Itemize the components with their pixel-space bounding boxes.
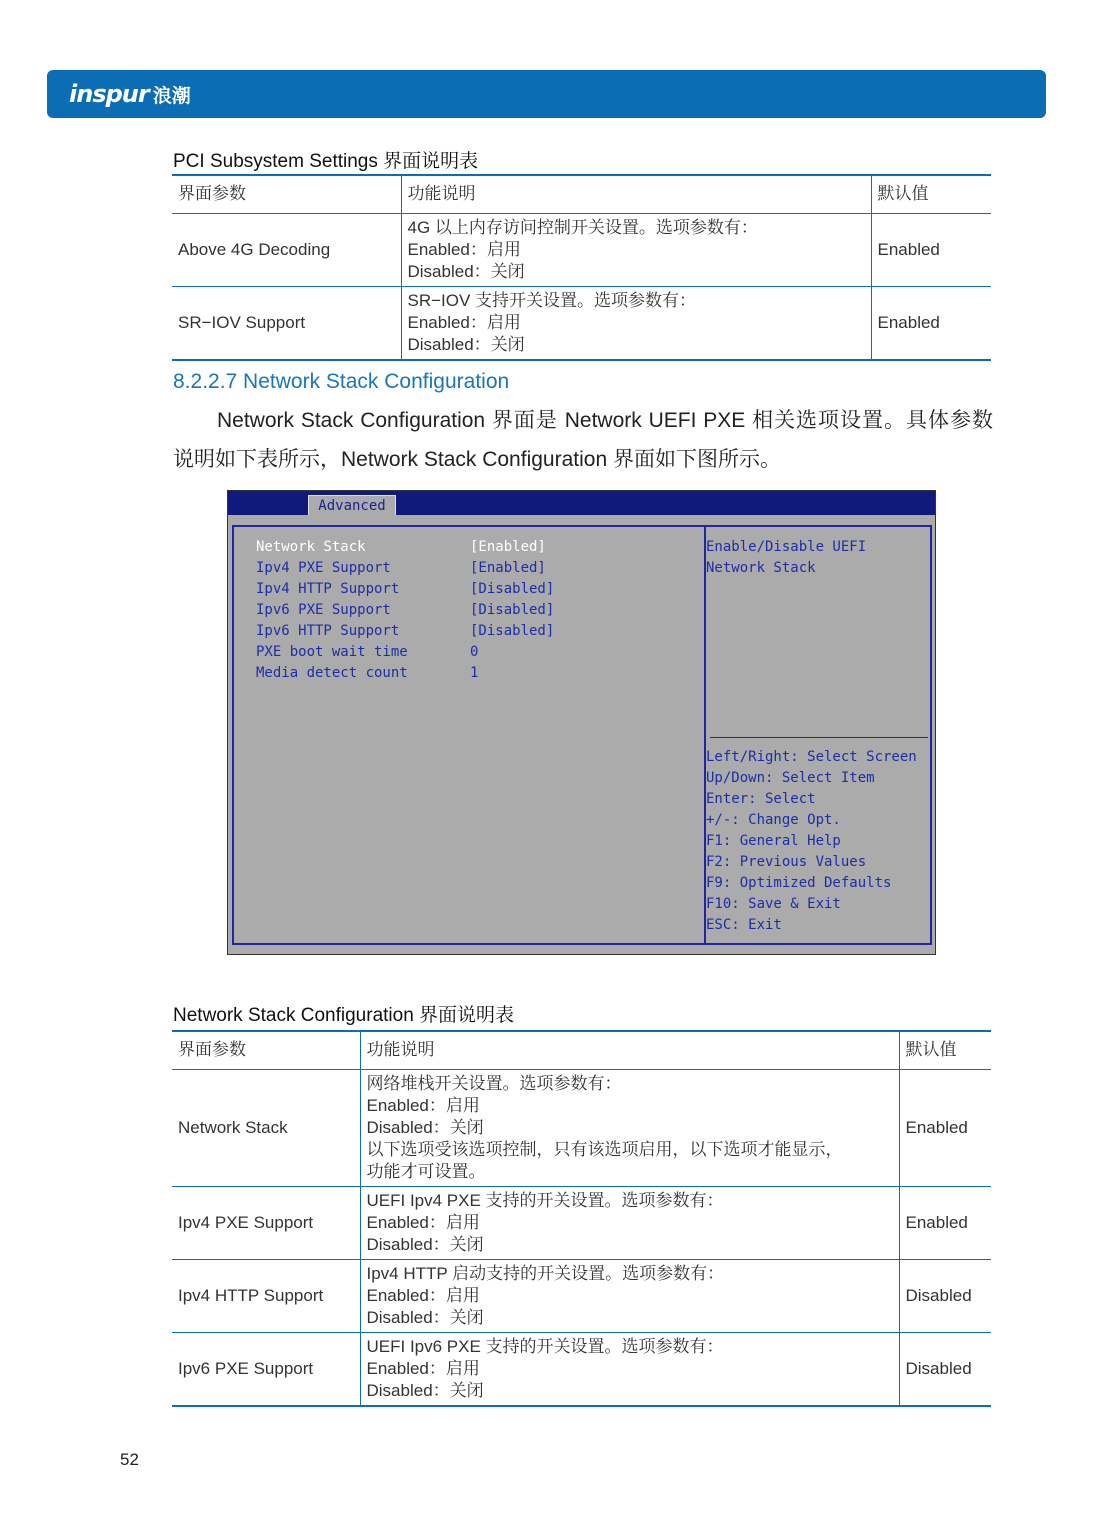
bios-item-value: [Disabled] [470,602,555,618]
param-cell: Ipv6 PXE Support [172,1332,360,1406]
section-heading: 8.2.2.7 Network Stack Configuration [173,370,510,393]
desc-line: Enabled：启用 [407,239,521,259]
bios-key-line: Enter: Select [706,791,816,807]
bios-item-label: Ipv4 HTTP Support [256,581,400,597]
default-cell: Disabled [899,1332,991,1406]
default-cell: Enabled [871,213,991,286]
bios-key-line: F2: Previous Values [706,854,867,870]
bios-item-value: [Enabled] [470,539,546,555]
table2-header-param: 界面参数 [172,1031,360,1069]
bios-item-values [470,537,554,684]
desc-cell [360,1332,899,1406]
bios-help-rule [710,737,928,738]
param-cell: Above 4G Decoding [172,213,401,286]
bios-tab-advanced: Advanced [308,495,396,515]
table1-caption: PCI Subsystem Settings 界面说明表 [173,151,479,172]
desc-cell [360,1259,899,1332]
bios-frame [232,525,932,945]
desc-line: Disabled：关闭 [407,261,525,281]
table2-header-row [172,1031,991,1069]
bios-item-label: Ipv6 HTTP Support [256,623,400,639]
desc-line: Disabled：关闭 [407,334,525,354]
header-banner [47,70,1046,118]
table2-header-default: 默认值 [899,1031,991,1069]
table2-header-desc: 功能说明 [360,1031,899,1069]
desc-cell [360,1069,899,1186]
desc-line: Enabled：启用 [366,1285,480,1305]
bios-item-labels [256,537,408,684]
desc-line: Disabled：关闭 [366,1234,484,1254]
param-cell: Network Stack [172,1069,360,1186]
table-row [172,213,991,286]
bios-item-value: [Disabled] [470,581,555,597]
desc-cell [401,213,871,286]
table1-header-desc: 功能说明 [401,175,871,213]
table-row [172,1186,991,1259]
default-cell: Enabled [899,1186,991,1259]
bios-help-text [706,537,866,579]
param-cell: Ipv4 HTTP Support [172,1259,360,1332]
desc-line: 功能才可设置。 [366,1161,486,1181]
table1 [172,174,991,361]
bios-key-line: F10: Save & Exit [706,896,841,912]
desc-cell [360,1186,899,1259]
table2-caption: Network Stack Configuration 界面说明表 [173,1005,515,1026]
desc-line: SR−IOV 支持开关设置。选项参数有： [407,290,697,310]
bios-key-legend [706,747,917,936]
desc-line: UEFI Ipv6 PXE 支持的开关设置。选项参数有： [366,1336,724,1356]
table1-header-default: 默认值 [871,175,991,213]
logo-latin-text: inspur [69,80,149,108]
bios-item-label: Ipv4 PXE Support [256,560,391,576]
bios-item-value: 0 [470,644,479,660]
desc-line: Disabled：关闭 [366,1117,484,1137]
bios-key-line: F1: General Help [706,833,841,849]
bios-item-value: [Disabled] [470,623,555,639]
bios-key-line: F9: Optimized Defaults [706,875,892,891]
table-row [172,1259,991,1332]
default-cell: Enabled [899,1069,991,1186]
desc-line: Enabled：启用 [366,1095,480,1115]
table1-header-param: 界面参数 [172,175,401,213]
desc-cell [401,286,871,360]
desc-line: Enabled：启用 [366,1212,480,1232]
param-cell: Ipv4 PXE Support [172,1186,360,1259]
default-cell: Enabled [871,286,991,360]
desc-line: UEFI Ipv4 PXE 支持的开关设置。选项参数有： [366,1190,724,1210]
bios-key-line: ESC: Exit [706,917,782,933]
table2 [172,1030,991,1407]
desc-line: Disabled：关闭 [366,1380,484,1400]
desc-line: 网络堆栈开关设置。选项参数有： [366,1073,622,1093]
param-cell: SR−IOV Support [172,286,401,360]
bios-item-label: Network Stack [256,539,366,555]
section-paragraph: Network Stack Configuration 界面是 Network UEFI PXE 相关选项设置。具体参数说明如下表所示，Network Stack Configuration 界面如下图所示。 [173,409,993,471]
inspur-logo [69,79,191,109]
bios-key-line: +/-: Change Opt. [706,812,841,828]
bios-item-label: Media detect count [256,665,408,681]
desc-line: Enabled：启用 [366,1358,480,1378]
table-row [172,1332,991,1406]
logo-cn-text: 浪潮 [152,84,191,107]
bios-screenshot [227,490,936,955]
desc-line: Enabled：启用 [407,312,521,332]
bios-item-label: PXE boot wait time [256,644,408,660]
bios-key-line: Up/Down: Select Item [706,770,875,786]
bios-item-value: 1 [470,665,479,681]
bios-help-line: Enable/Disable UEFI [706,539,867,555]
desc-line: Ipv4 HTTP 启动支持的开关设置。选项参数有： [366,1263,725,1283]
bios-item-value: [Enabled] [470,560,546,576]
table-row [172,1069,991,1186]
table1-header-row [172,175,991,213]
desc-line: Disabled：关闭 [366,1307,484,1327]
desc-line: 以下选项受该选项控制，只有该选项启用，以下选项才能显示， [366,1139,843,1159]
table-row [172,286,991,360]
desc-line: 4G 以上内存访问控制开关设置。选项参数有： [407,217,758,237]
default-cell: Disabled [899,1259,991,1332]
page-number: 52 [120,1450,139,1469]
bios-key-line: Left/Right: Select Screen [706,749,917,765]
bios-help-line: Network Stack [706,560,816,576]
bios-item-label: Ipv6 PXE Support [256,602,391,618]
